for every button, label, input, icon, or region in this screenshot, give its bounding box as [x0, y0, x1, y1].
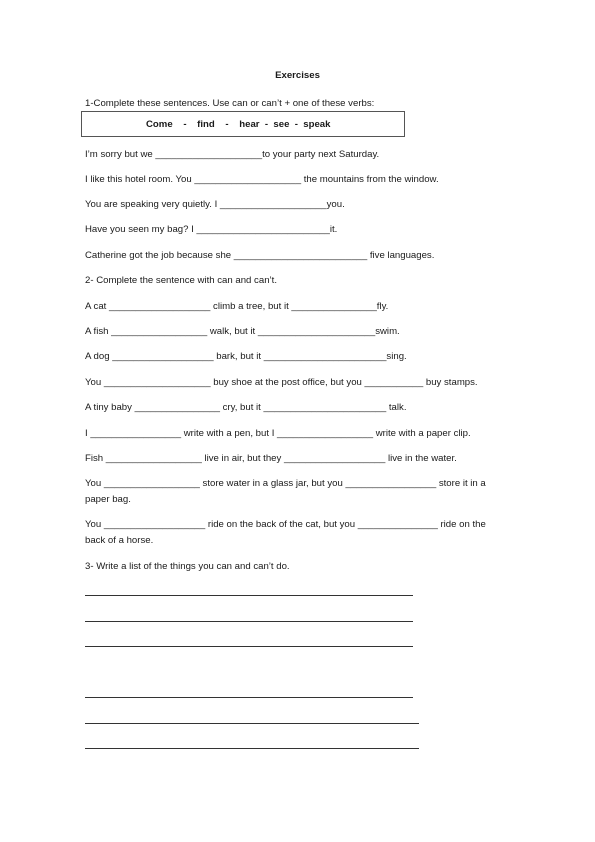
exercise2-item-9-cont: back of a horse. [85, 535, 154, 546]
exercise2-item-8: You __________________ store water in a glass jar, but you _________________ store it in a [85, 478, 486, 489]
exercise2-item-1: A cat ___________________ climb a tree, but it ________________fly. [85, 301, 389, 312]
verb-list: Come - find - hear - see - speak [146, 119, 331, 130]
exercise1-item-2: I like this hotel room. You ____________________ the mountains from the window. [85, 174, 439, 185]
writing-line-3 [85, 646, 413, 647]
exercise2-item-6: I _________________ write with a pen, but I __________________ write with a paper clip. [85, 428, 471, 439]
writing-line-5 [85, 723, 419, 724]
writing-line-1 [85, 595, 413, 596]
verb-box [81, 111, 405, 137]
exercise2-item-4: You ____________________ buy shoe at the post office, but you ___________ buy stamps. [85, 377, 478, 388]
section3-heading: 3- Write a list of the things you can and can’t do. [85, 561, 290, 572]
exercise1-item-5: Catherine got the job because she _________________________ five languages. [85, 250, 435, 261]
exercise2-item-3: A dog ___________________ bark, but it _______________________sing. [85, 351, 407, 362]
exercise1-item-3: You are speaking very quietly. I ____________________you. [85, 199, 345, 210]
exercise2-item-8-cont: paper bag. [85, 494, 131, 505]
section1-heading: 1-Complete these sentences. Use can or can’t + one of these verbs: [85, 98, 375, 109]
exercise1-item-4: Have you seen my bag? I _________________________it. [85, 224, 338, 235]
exercise2-item-7: Fish __________________ live in air, but they ___________________ live in the water. [85, 453, 457, 464]
writing-line-6 [85, 748, 419, 749]
page-title: Exercises [275, 70, 320, 81]
exercise2-item-9: You ___________________ ride on the back of the cat, but you _______________ ride on the [85, 519, 486, 530]
writing-line-2 [85, 621, 413, 622]
exercise1-item-1: I’m sorry but we ____________________to your party next Saturday. [85, 149, 380, 160]
exercise2-item-5: A tiny baby ________________ cry, but it _______________________ talk. [85, 402, 407, 413]
section2-heading: 2- Complete the sentence with can and can’t. [85, 275, 277, 286]
writing-line-4 [85, 697, 413, 698]
exercise2-item-2: A fish __________________ walk, but it ______________________swim. [85, 326, 400, 337]
